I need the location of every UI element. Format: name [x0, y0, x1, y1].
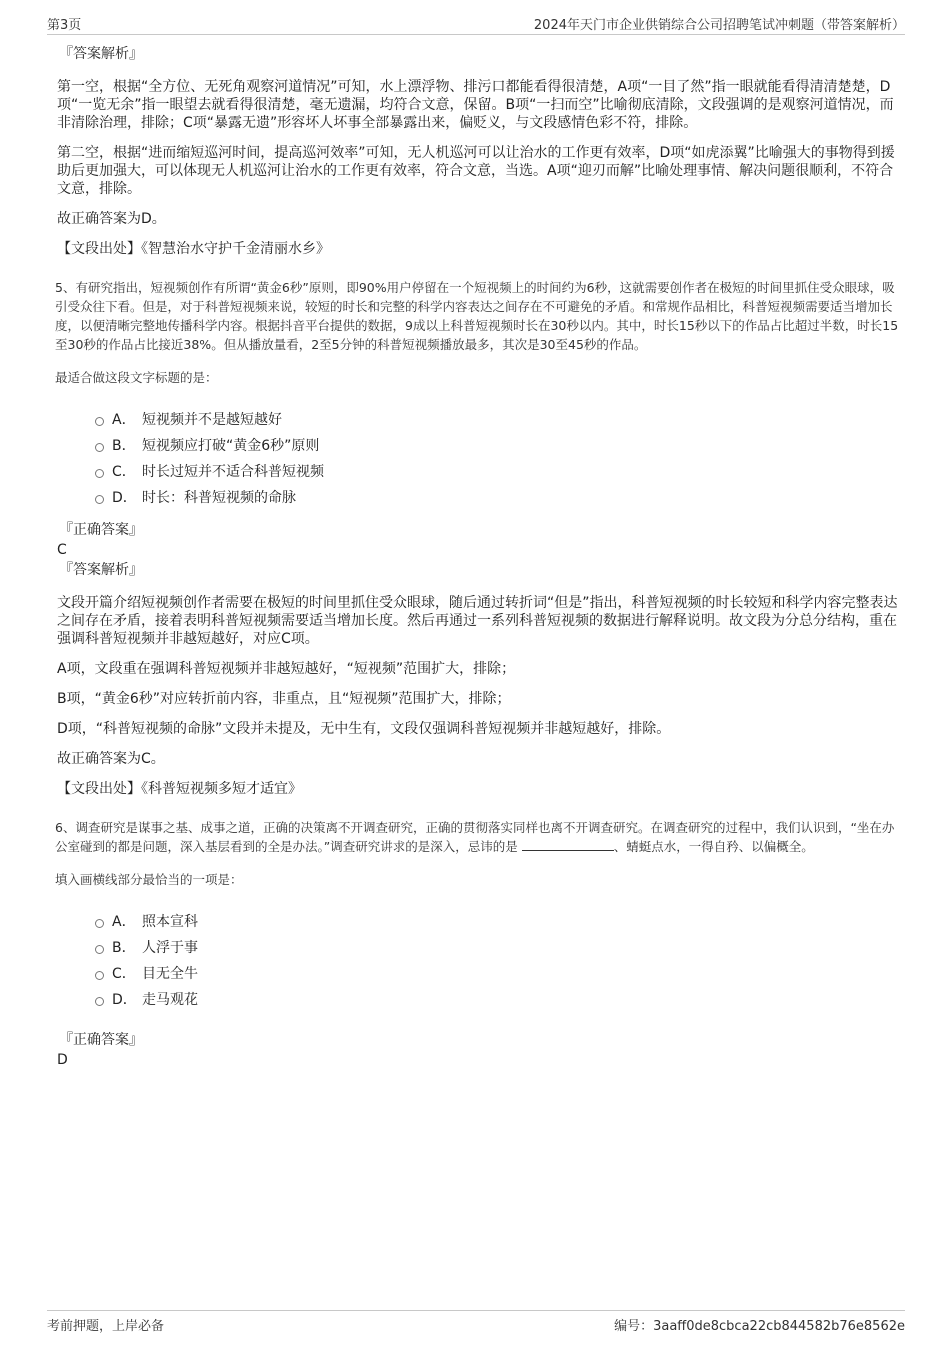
option-b[interactable]: [95, 934, 900, 960]
option-c[interactable]: [95, 458, 900, 484]
option-letter: A．: [112, 412, 136, 428]
option-text: 人浮于事: [142, 940, 198, 956]
question-prompt: 填入画横线部分最恰当的一项是：: [55, 872, 243, 887]
correct-answer: C: [57, 542, 67, 558]
question-text-after: 、蜻蜓点水，一得自矜、以偏概全。: [613, 839, 814, 854]
option-a[interactable]: [95, 406, 900, 432]
option-text: 时长：科普短视频的命脉: [142, 490, 296, 506]
analysis-paragraph: B项，“黄金6秒”对应转折前内容，非重点，且“短视频”范围扩大，排除；: [57, 691, 511, 707]
q4-analysis-section: [55, 44, 900, 258]
passage-source: 【文段出处】《智慧治水守护千金清丽水乡》: [57, 241, 330, 257]
radio-button-icon[interactable]: [95, 495, 104, 504]
question-5: [55, 278, 900, 798]
page-content: [55, 44, 900, 1070]
question-prompt: 最适合做这段文字标题的是：: [55, 370, 218, 385]
analysis-paragraph: D项，“科普短视频的命脉”文段并未提及，无中生有，文段仅强调科普短视频并非越短越好，排除。: [57, 721, 671, 737]
question-text: 5、有研究指出，短视频创作有所谓“黄金6秒”原则，即90%用户停留在一个短视频上的时间约为6秒，这就需要创作者在极短的时间里抓住受众眼球，吸引受众往下看。但是，对于科普短视频来说，较短的时长和完整的科学内容表达之间存在不可避免的矛盾。和常规作品相比，科普短视频需要适当增加长度，以便清晰完整地传播科学内容。根据抖音平台提供的数据，9成以上科普短视频时长在30秒以内。其中，时长15秒以下的作品占比超过半数，时长15至30秒的作品占比接近38%。但从播放量看，2至5分钟的科普短视频播放最多，其次是30至45秒的作品。: [55, 280, 899, 352]
option-letter: C．: [112, 966, 136, 982]
option-letter: A．: [112, 914, 136, 930]
analysis-paragraph: 第一空，根据“全方位、无死角观察河道情况”可知，水上漂浮物、排污口都能看得很清楚，A项“一目了然”指一眼就能看得清清楚楚，D项“一览无余”指一眼望去就看得很清楚，毫无遗漏，均符合文意，保留。B项“一扫而空”比喻彻底清除，文段强调的是观察河道情况，而非清除治理，排除；C项“暴露无遗”形容坏人坏事全部暴露出来，偏贬义，与文段感情色彩不符，排除。: [57, 79, 894, 131]
passage-source: 【文段出处】《科普短视频多短才适宜》: [57, 781, 302, 797]
radio-button-icon[interactable]: [95, 997, 104, 1006]
analysis-paragraph: A项，文段重在强调科普短视频并非越短越好，“短视频”范围扩大，排除；: [57, 661, 516, 677]
option-letter: B．: [112, 438, 136, 454]
option-c[interactable]: [95, 960, 900, 986]
radio-button-icon[interactable]: [95, 971, 104, 980]
footer-slogan: 考前押题，上岸必备: [47, 1319, 165, 1334]
option-text: 短视频应打破“黄金6秒”原则: [142, 438, 320, 454]
option-b[interactable]: [95, 432, 900, 458]
radio-button-icon[interactable]: [95, 919, 104, 928]
analysis-conclusion: 故正确答案为C。: [57, 751, 165, 767]
option-text: 时长过短并不适合科普短视频: [142, 464, 324, 480]
option-d[interactable]: [95, 484, 900, 510]
document-title: 2024年天门市企业供销综合公司招聘笔试冲刺题（带答案解析）: [533, 18, 905, 33]
answer-options: [95, 406, 900, 510]
question-text-before: 6、调查研究是谋事之基、成事之道，正确的决策离不开调查研究，正确的贯彻落实同样也离不开调查研究。在调查研究的过程中，我们认识到，“坐在办公室碰到的都是问题，深入基层看到的全是办法。”调查研究讲求的是深入，忌讳的是: [55, 820, 895, 854]
option-letter: C．: [112, 464, 136, 480]
page-footer: [47, 1310, 905, 1335]
analysis-conclusion: 故正确答案为D。: [57, 211, 166, 227]
analysis-heading: 『答案解析』: [59, 562, 143, 578]
option-text: 照本宣科: [142, 914, 198, 930]
option-text: 走马观花: [142, 992, 198, 1008]
page-number: 第3页: [47, 18, 82, 33]
option-letter: D．: [112, 992, 137, 1008]
question-6: [55, 818, 900, 1070]
fill-blank: [522, 837, 614, 851]
correct-answer-heading: 『正确答案』: [59, 522, 143, 538]
page-header: [47, 14, 905, 35]
option-text: 目无全牛: [142, 966, 198, 982]
document-code: 编号：3aaff0de8cbca22cb844582b76e8562e: [614, 1319, 905, 1334]
correct-answer-heading: 『正确答案』: [59, 1032, 143, 1048]
option-letter: D．: [112, 490, 137, 506]
radio-button-icon[interactable]: [95, 443, 104, 452]
radio-button-icon[interactable]: [95, 469, 104, 478]
radio-button-icon[interactable]: [95, 417, 104, 426]
option-text: 短视频并不是越短越好: [142, 412, 282, 428]
radio-button-icon[interactable]: [95, 945, 104, 954]
option-letter: B．: [112, 940, 136, 956]
analysis-paragraph: 第二空，根据“进而缩短巡河时间，提高巡河效率”可知，无人机巡河可以让治水的工作更有效率，D项“如虎添翼”比喻强大的事物得到援助后更加强大，可以体现无人机巡河让治水的工作更有效率，符合文意，当选。A项“迎刃而解”比喻处理事情、解决问题很顺利，不符合文意，排除。: [57, 145, 895, 197]
analysis-paragraph: 文段开篇介绍短视频创作者需要在极短的时间里抓住受众眼球，随后通过转折词“但是”指出，科普短视频的时长较短和科学内容完整表达之间存在矛盾，接着表明科普短视频需要适当增加长度。然后再通过一系列科普短视频的数据进行解释说明。故文段为分总分结构，重在强调科普短视频并非越短越好，对应C项。: [57, 595, 898, 647]
answer-options: [95, 908, 900, 1012]
correct-answer: D: [57, 1052, 68, 1068]
question-text: [55, 818, 900, 856]
analysis-heading: 『答案解析』: [59, 46, 143, 62]
option-d[interactable]: [95, 986, 900, 1012]
option-a[interactable]: [95, 908, 900, 934]
